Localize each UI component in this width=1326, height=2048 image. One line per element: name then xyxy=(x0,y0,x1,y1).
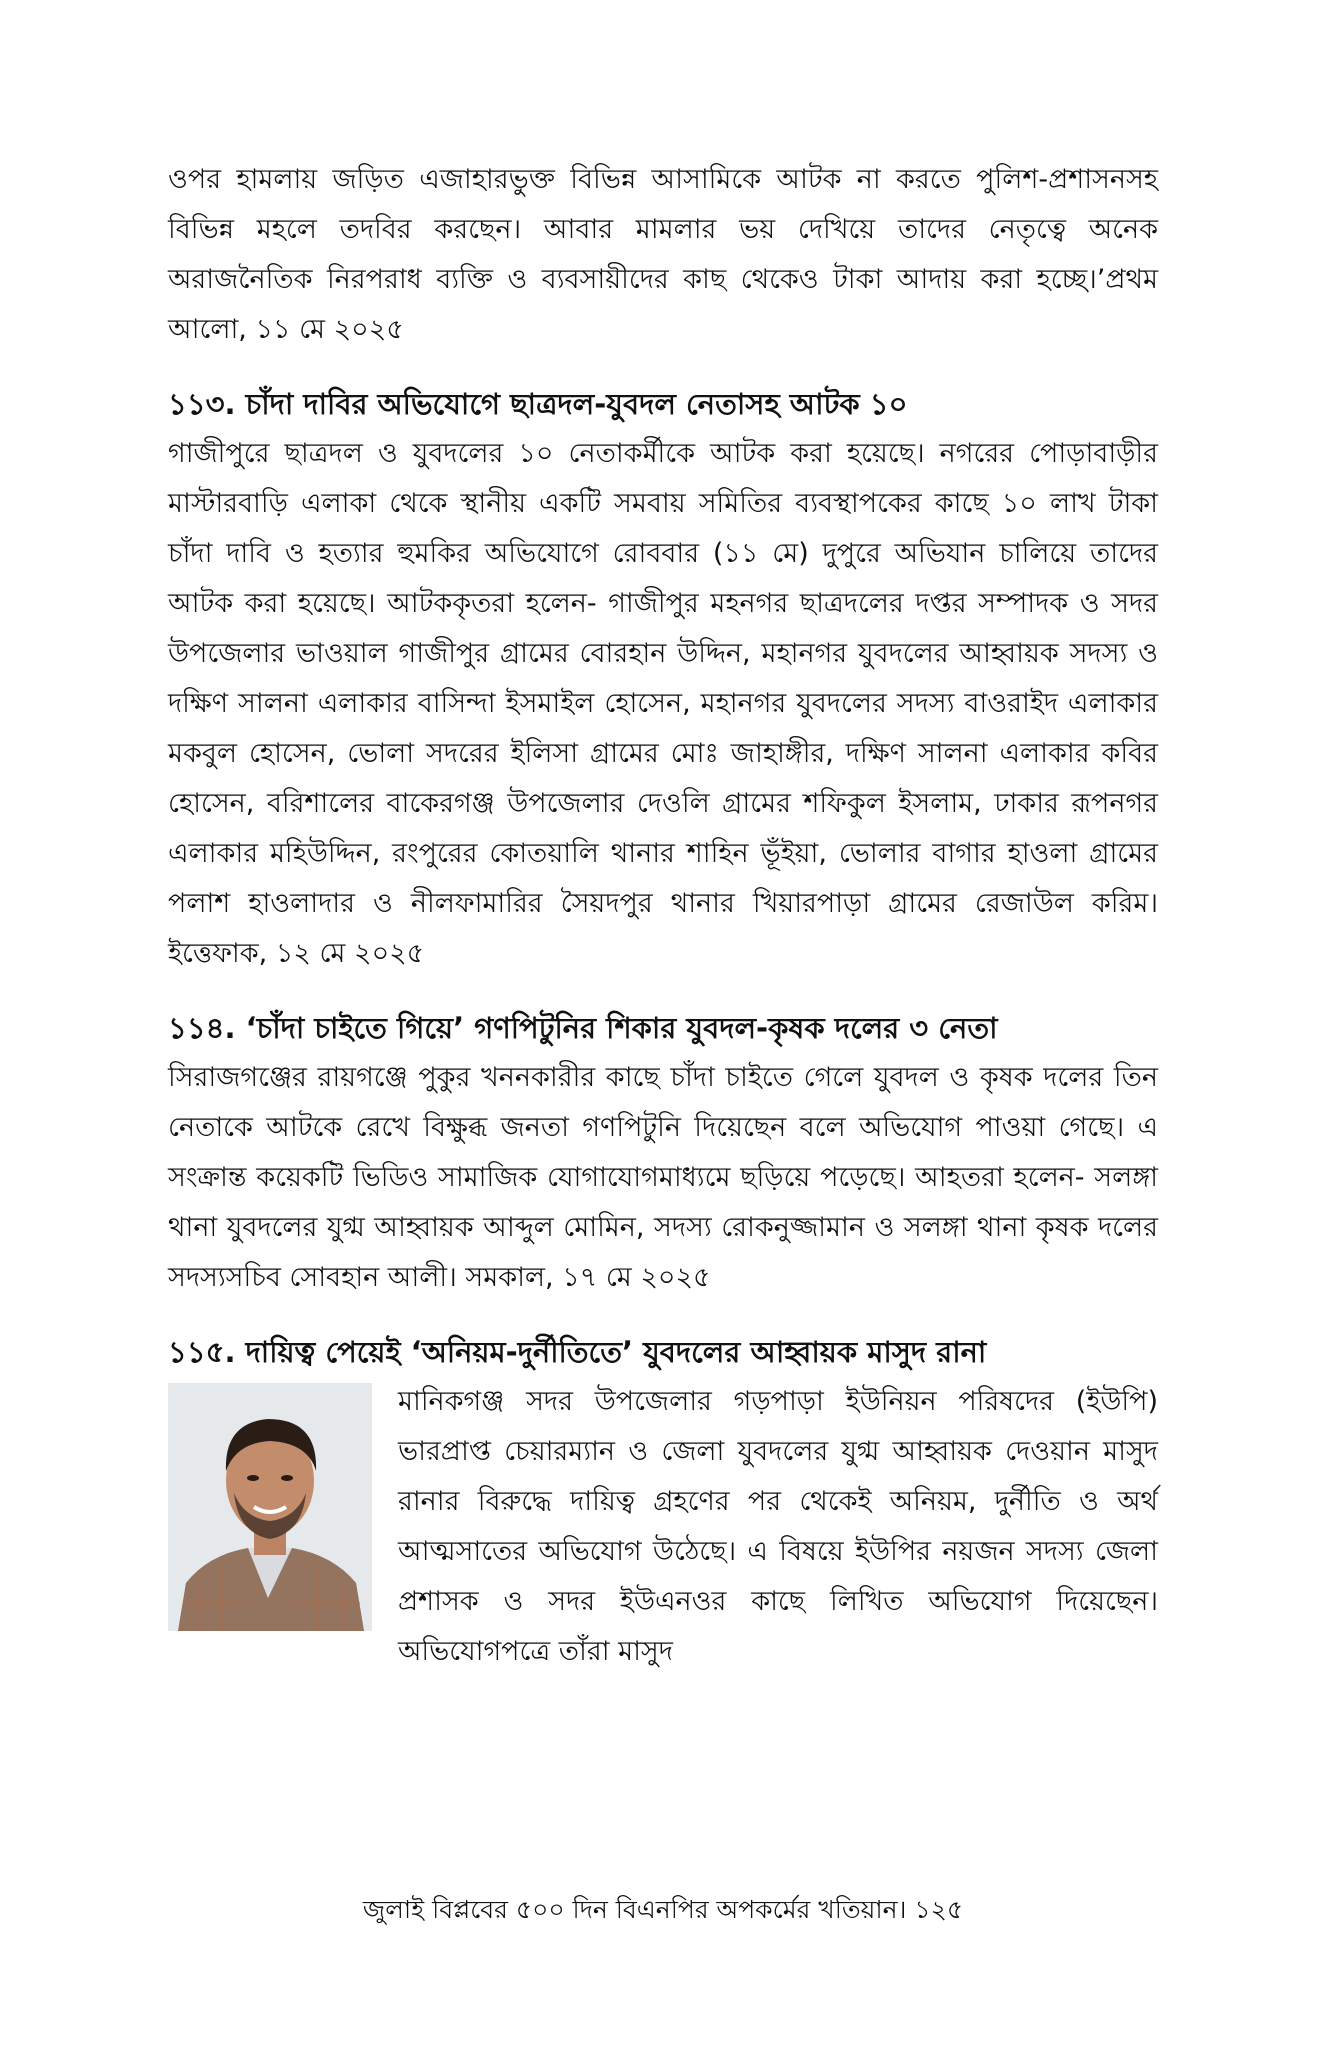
article-114 xyxy=(168,1003,1158,1303)
article-heading: ১১৪. ‘চাঁদা চাইতে গিয়ে’ গণপিটুনির শিকার যুবদল-কৃষক দলের ৩ নেতা xyxy=(168,1011,998,1045)
article-body: মানিকগঞ্জ সদর উপজেলার গড়পাড়া ইউনিয়ন পরিষদের (ইউপি) ভারপ্রাপ্ত চেয়ারম্যান ও জেলা যুবদলের যুগ্ম আহ্বায়ক দেওয়ান মাসুদ রানার বিরুদ্ধে দায়িত্ব গ্রহণের পর থেকেই অনিয়ম, দুর্নীতি ও অর্থ আত্মসাতের অভিযোগ উঠেছে। এ বিষয়ে ইউপির নয়জন সদস্য জেলা প্রশাসক ও সদর ইউএনওর কাছে লিখিত অভিযোগ দিয়েছেন। অভিযোগপত্রে তাঁরা মাসুদ xyxy=(398,1386,1158,1667)
intro-paragraph: ওপর হামলায় জড়িত এজাহারভুক্ত বিভিন্ন আসামিকে আটক না করতে পুলিশ-প্রশাসনসহ বিভিন্ন মহলে তদবির করছেন। আবার মামলার ভয় দেখিয়ে তাদের নেতৃত্বে অনেক অরাজনৈতিক নিরপরাধ ব্যক্তি ও ব্যবসায়ীদের কাছ থেকেও টাকা আদায় করা হচ্ছে।’প্রথম আলো, ১১ মে ২০২৫ xyxy=(168,164,1158,345)
person-photo xyxy=(168,1383,372,1631)
article-body: গাজীপুরে ছাত্রদল ও যুবদলের ১০ নেতাকর্মীকে আটক করা হয়েছে। নগরের পোড়াবাড়ীর মাস্টারবাড়ি এলাকা থেকে স্থানীয় একটি সমবায় সমিতির ব্যবস্থাপকের কাছে ১০ লাখ টাকা চাঁদা দাবি ও হত্যার হুমকির অভিযোগে রোববার (১১ মে) দুপুরে অভিযান চালিয়ে তাদের আটক করা হয়েছে। আটককৃতরা হলেন- গাজীপুর মহনগর ছাত্রদলের দপ্তর সম্পাদক ও সদর উপজেলার ভাওয়াল গাজীপুর গ্রামের বোরহান উদ্দিন, মহানগর যুবদলের আহ্বায়ক সদস্য ও দক্ষিণ সালনা এলাকার বাসিন্দা ইসমাইল হোসেন, মহানগর যুবদলের সদস্য বাওরাইদ এলাকার মকবুল হোসেন, ভোলা সদরের ইলিসা গ্রামের মোঃ জাহাঙ্গীর, দক্ষিণ সালনা এলাকার কবির হোসেন, বরিশালের বাকেরগঞ্জ উপজেলার দেওলি গ্রামের শফিকুল ইসলাম, ঢাকার রূপনগর এলাকার মহিউদ্দিন, রংপুরের কোতয়ালি থানার শাহিন ভূঁইয়া, ভোলার বাগার হাওলা গ্রামের পলাশ হাওলাদার ও নীলফামারির সৈয়দপুর থানার খিয়ারপাড়া গ্রামের রেজাউল করিম। ইত্তেফাক, ১২ মে ২০২৫ xyxy=(168,438,1158,969)
article-heading: ১১৫. দায়িত্ব পেয়েই ‘অনিয়ম-দুর্নীতিতে’ যুবদলের আহ্বায়ক মাসুদ রানা xyxy=(168,1335,987,1369)
article-body: সিরাজগঞ্জের রায়গঞ্জে পুকুর খননকারীর কাছে চাঁদা চাইতে গেলে যুবদল ও কৃষক দলের তিন নেতাকে আটকে রেখে বিক্ষুব্ধ জনতা গণপিটুনি দিয়েছেন বলে অভিযোগ পাওয়া গেছে। এ সংক্রান্ত কয়েকটি ভিডিও সামাজিক যোগাযোগমাধ্যমে ছড়িয়ে পড়েছে। আহতরা হলেন- সলঙ্গা থানা যুবদলের যুগ্ম আহ্বায়ক আব্দুল মোমিন, সদস্য রোকনুজ্জামান ও সলঙ্গা থানা কৃষক দলের সদস্যসচিব সোবহান আলী। সমকাল, ১৭ মে ২০২৫ xyxy=(168,1062,1158,1293)
article-113 xyxy=(168,379,1158,979)
article-heading: ১১৩. চাঁদা দাবির অভিযোগে ছাত্রদল-যুবদল নেতাসহ আটক ১০ xyxy=(168,387,908,421)
article-115 xyxy=(168,1327,1158,1677)
page-footer: জুলাই বিপ্লবের ৫০০ দিন বিএনপির অপকর্মের খতিয়ান। ১২৫ xyxy=(362,1895,964,1924)
page-content xyxy=(168,155,1158,1677)
